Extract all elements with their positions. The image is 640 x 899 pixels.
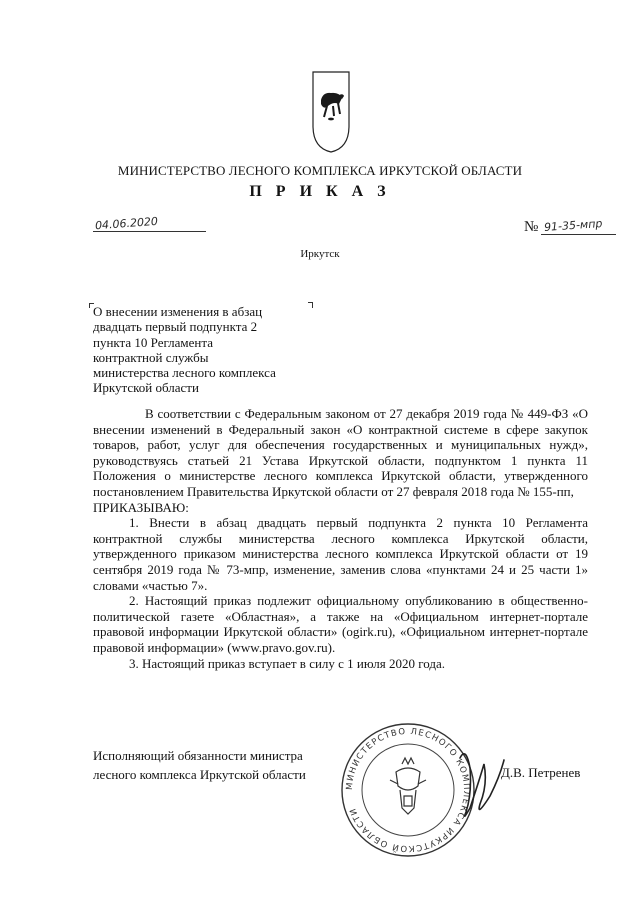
number-underline — [541, 234, 616, 235]
document-body — [93, 406, 588, 671]
subject-line: О внесении изменения в абзац — [93, 304, 263, 319]
order-item: 1. Внести в абзац двадцать первый подпункта 2 пункта 10 Регламента контрактной службы министерства лесного комплекса Иркутской области, утвержденного приказом министерства лесного комплекса Иркутской области от 19 сентября 2019 года № 73-мпр, изменение, заменив слова «пунктами 24 и 25 части 1» словами «частью 7». — [93, 515, 588, 593]
subject-line: контрактной службы — [93, 349, 209, 365]
signatory-name: Д.В. Петренев — [501, 765, 581, 780]
city-name: Иркутск — [300, 248, 340, 260]
command-word: ПРИКАЗЫВАЮ: — [93, 499, 189, 515]
subject-line: Иркутской области — [93, 380, 199, 396]
order-item: 2. Настоящий приказ подлежит официальному опубликованию в общественно-политической газете «Областная», а также на «Официальном интернет-портале правовой информации Иркутской области» (ogirk.ru), «Официальном интернет-портале правовой информации» (www.pravo.gov.ru). — [93, 593, 588, 655]
subject-block — [93, 304, 323, 396]
subject-line: пункта 10 Регламента — [93, 334, 213, 350]
order-item: 3. Настоящий приказ вступает в силу с 1 июля 2020 года. — [129, 655, 446, 671]
date-handwritten: 04.06.2020 — [94, 214, 159, 233]
document-title: П Р И К А З — [249, 183, 391, 200]
number-sign: № — [524, 219, 539, 235]
seal-text: МИНИСТЕРСТВО ЛЕСНОГО КОМПЛЕКСА ИРКУТСКОЙ ОБЛАСТИ — [344, 726, 472, 854]
signatory-position-line: Исполняющий обязанности министра — [93, 748, 303, 763]
signatory-position — [93, 746, 306, 784]
ministry-name: МИНИСТЕРСТВО ЛЕСНОГО КОМПЛЕКСА ИРКУТСКОЙ ОБЛАСТИ — [117, 163, 523, 178]
preamble-paragraph: В соответствии с Федеральным законом от 27 декабря 2019 года № 449-ФЗ «О внесении изменений в Федеральный закон «О контрактной системе в сфере закупок товаров, работ, услуг для обеспечения государственных и муниципальных нужд», руководствуясь статьей 21 Устава Иркутской области, подпунктом 1 пункта 11 Положения о министерстве лесного комплекса Иркутской области, утвержденного постановлением Правительства Иркутской области от 27 февраля 2018 года № 155-пп, — [93, 406, 588, 499]
subject-line: министерства лесного комплекса — [93, 365, 276, 381]
signatory-position-line: лесного комплекса Иркутской области — [93, 767, 306, 782]
irkutsk-coat-of-arms-icon — [309, 70, 353, 154]
handwritten-signature-icon — [450, 738, 510, 828]
number-handwritten: 91-35-мпр — [543, 216, 603, 235]
subject-line: двадцать первый подпункта 2 — [93, 319, 258, 335]
